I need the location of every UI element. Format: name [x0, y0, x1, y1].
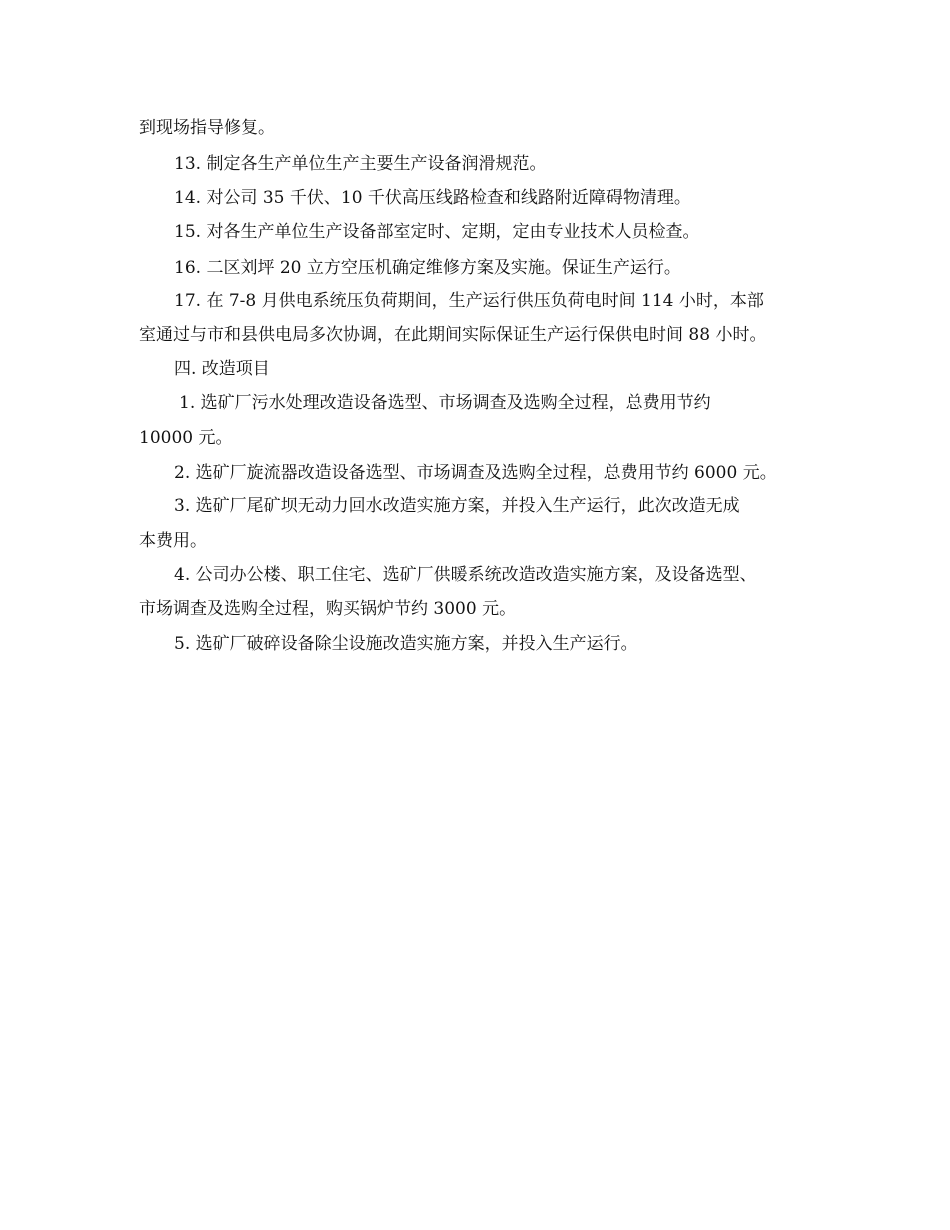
renovation-item-5: 5. 选矿厂破碎设备除尘设施改造实施方案，并投入生产运行。: [174, 634, 638, 654]
renovation-item-2: 2. 选矿厂旋流器改造设备选型、市场调查及选购全过程，总费用节约 6000 元。: [174, 463, 777, 483]
list-item-14: 14. 对公司 35 千伏、10 千伏高压线路检查和线路附近障碍物清理。: [174, 188, 691, 208]
section-heading: 四. 改造项目: [174, 359, 270, 379]
list-item-13: 13. 制定各生产单位生产主要生产设备润滑规范。: [174, 154, 547, 174]
renovation-item-1-continuation: 10000 元。: [139, 428, 233, 448]
list-item-15: 15. 对各生产单位生产设备部室定时、定期，定由专业技术人员检查。: [174, 222, 700, 242]
renovation-item-3-continuation: 本费用。: [139, 531, 207, 551]
list-item-17-continuation: 室通过与市和县供电局多次协调，在此期间实际保证生产运行保供电时间 88 小时。: [139, 325, 767, 345]
list-item-16: 16. 二区刘坪 20 立方空压机确定维修方案及实施。保证生产运行。: [174, 258, 681, 278]
renovation-item-1: 1. 选矿厂污水处理改造设备选型、市场调查及选购全过程，总费用节约: [179, 393, 711, 413]
renovation-item-3: 3. 选矿厂尾矿坝无动力回水改造实施方案，并投入生产运行，此次改造无成: [174, 496, 740, 516]
list-item-17: 17. 在 7-8 月供电系统压负荷期间，生产运行供压负荷电时间 114 小时，本部: [174, 291, 764, 311]
paragraph-line: 到现场指导修复。: [139, 118, 275, 138]
renovation-item-4-continuation: 市场调查及选购全过程，购买锅炉节约 3000 元。: [139, 599, 517, 619]
renovation-item-4: 4. 公司办公楼、职工住宅、选矿厂供暖系统改造改造实施方案，及设备选型、: [174, 565, 757, 585]
